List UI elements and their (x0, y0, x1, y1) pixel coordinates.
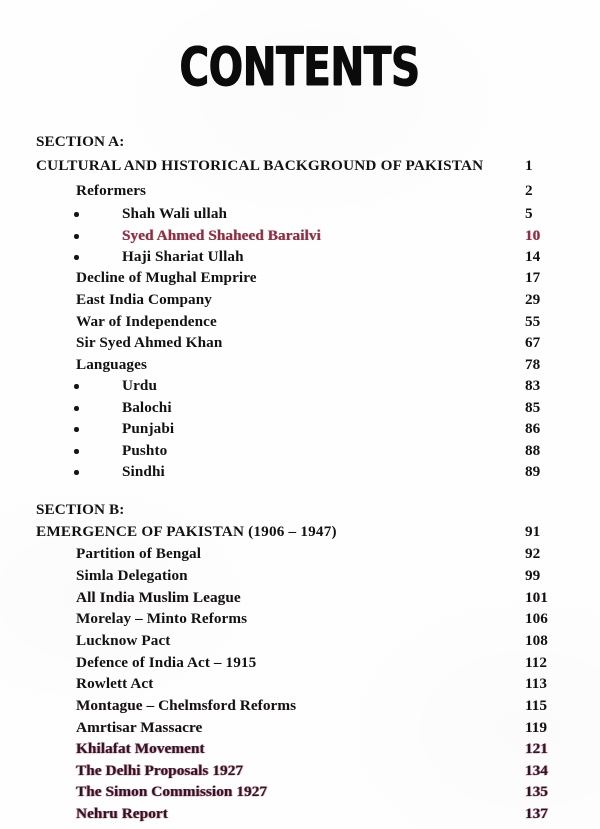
toc-entry-page-number: 78 (525, 356, 541, 373)
toc-entry-page-number: 113 (525, 675, 547, 692)
toc-entry[interactable] (0, 155, 600, 177)
toc-entry-label: Haji Shariat Ullah (122, 248, 244, 265)
toc-entry[interactable] (0, 418, 600, 440)
bullet-icon (74, 384, 79, 389)
toc-entry-page-number: 17 (525, 269, 541, 286)
toc-entry-label: Sindhi (122, 463, 165, 480)
toc-entry-page-number: 88 (525, 442, 541, 459)
toc-entry-label: Defence of India Act – 1915 (76, 654, 257, 671)
toc-entry[interactable] (0, 717, 600, 739)
toc-entry[interactable] (0, 180, 600, 202)
bullet-icon (74, 449, 79, 454)
toc-entry[interactable] (0, 652, 600, 674)
toc-entry-label: Syed Ahmed Shaheed Barailvi (122, 227, 321, 244)
toc-entry[interactable] (0, 608, 600, 630)
page-title (0, 36, 600, 99)
toc-entry[interactable] (0, 587, 600, 609)
toc-entry[interactable] (0, 289, 600, 311)
toc-entry-label: Sir Syed Ahmed Khan (76, 334, 223, 351)
toc-entry-label: All India Muslim League (76, 589, 241, 606)
toc-entry-label: Nehru Report (76, 805, 168, 822)
bullet-icon (74, 234, 79, 239)
toc-entry-page-number: 99 (525, 567, 541, 584)
toc-entry-label: Decline of Mughal Emprire (76, 269, 257, 286)
toc-entry[interactable] (0, 543, 600, 565)
bullet-icon (74, 427, 79, 432)
toc-entry[interactable] (0, 738, 600, 760)
toc-entry-page-number: 91 (525, 523, 541, 540)
toc-entry-page-number: 89 (525, 463, 541, 480)
toc-entry-page-number: 67 (525, 334, 541, 351)
toc-entry-page-number: 134 (525, 762, 548, 779)
toc-entry-label: The Simon Commission 1927 (76, 783, 268, 800)
toc-entry-label: SECTION A: (36, 133, 125, 150)
toc-entry-page-number: 1 (525, 157, 533, 174)
toc-entry-page-number: 101 (525, 589, 548, 606)
toc-entry[interactable] (0, 499, 600, 521)
toc-entry-page-number: 83 (525, 377, 541, 394)
toc-entry-label: Pushto (122, 442, 168, 459)
toc-entry-label: Reformers (76, 182, 147, 199)
bullet-icon (74, 212, 79, 217)
toc-entry-label: Montague – Chelmsford Reforms (76, 697, 297, 714)
bullet-icon (74, 406, 79, 411)
toc-entry-label: EMERGENCE OF PAKISTAN (1906 – 1947) (36, 523, 337, 540)
toc-entry-page-number: 121 (525, 740, 548, 757)
toc-entry[interactable] (0, 354, 600, 376)
contents-title-text: CONTENTS (179, 36, 421, 99)
toc-entry-page-number: 115 (525, 697, 547, 714)
toc-entry-label: Partition of Bengal (76, 545, 202, 562)
toc-entry[interactable] (0, 225, 600, 247)
toc-entry-page-number: 137 (525, 805, 548, 822)
toc-entry-label: Shah Wali ullah (122, 205, 228, 222)
toc-entry[interactable] (0, 203, 600, 225)
toc-entry-label: Urdu (122, 377, 158, 394)
toc-entry-page-number: 135 (525, 783, 548, 800)
toc-entry[interactable] (0, 803, 600, 825)
toc-entry[interactable] (0, 673, 600, 695)
toc-entry[interactable] (0, 311, 600, 333)
toc-entry-page-number: 29 (525, 291, 541, 308)
toc-entry[interactable] (0, 781, 600, 803)
toc-entry-label: Punjabi (122, 420, 175, 437)
toc-entry[interactable] (0, 397, 600, 419)
toc-entry[interactable] (0, 760, 600, 782)
toc-entry-label: SECTION B: (36, 501, 125, 518)
toc-entry[interactable] (0, 246, 600, 268)
toc-entry-page-number: 85 (525, 399, 541, 416)
toc-entry-label: Balochi (122, 399, 172, 416)
toc-entry[interactable] (0, 131, 600, 153)
toc-entry-label: Languages (76, 356, 147, 373)
toc-entry[interactable] (0, 332, 600, 354)
toc-entry[interactable] (0, 565, 600, 587)
toc-entry-label: Morelay – Minto Reforms (76, 610, 248, 627)
toc-entry[interactable] (0, 375, 600, 397)
toc-entry-page-number: 2 (525, 182, 533, 199)
toc-entry-page-number: 55 (525, 313, 541, 330)
toc-entry-label: Lucknow Pact (76, 632, 171, 649)
bullet-icon (74, 470, 79, 475)
toc-entry-label: Simla Delegation (76, 567, 188, 584)
toc-entry[interactable] (0, 521, 600, 543)
toc-entry-label: CULTURAL AND HISTORICAL BACKGROUND OF PAKISTAN (36, 157, 484, 174)
toc-entry-page-number: 106 (525, 610, 548, 627)
toc-entry-label: Khilafat Movement (76, 740, 205, 757)
toc-entry-page-number: 112 (525, 654, 547, 671)
toc-entry-page-number: 14 (525, 248, 541, 265)
toc-entry[interactable] (0, 461, 600, 483)
toc-entry[interactable] (0, 695, 600, 717)
toc-entry[interactable] (0, 267, 600, 289)
toc-entry[interactable] (0, 630, 600, 652)
toc-entry[interactable] (0, 440, 600, 462)
toc-entry-page-number: 108 (525, 632, 548, 649)
toc-entry-page-number: 86 (525, 420, 541, 437)
toc-entry-label: The Delhi Proposals 1927 (76, 762, 244, 779)
toc-entry-label: Amrtisar Massacre (76, 719, 203, 736)
toc-entry-label: Rowlett Act (76, 675, 154, 692)
bullet-icon (74, 255, 79, 260)
toc-entry-label: East India Company (76, 291, 212, 308)
toc-entry-page-number: 92 (525, 545, 541, 562)
toc-entry-page-number: 119 (525, 719, 547, 736)
toc-entry-label: War of Independence (76, 313, 217, 330)
toc-entry-page-number: 10 (525, 227, 541, 244)
toc-entry-page-number: 5 (525, 205, 533, 222)
